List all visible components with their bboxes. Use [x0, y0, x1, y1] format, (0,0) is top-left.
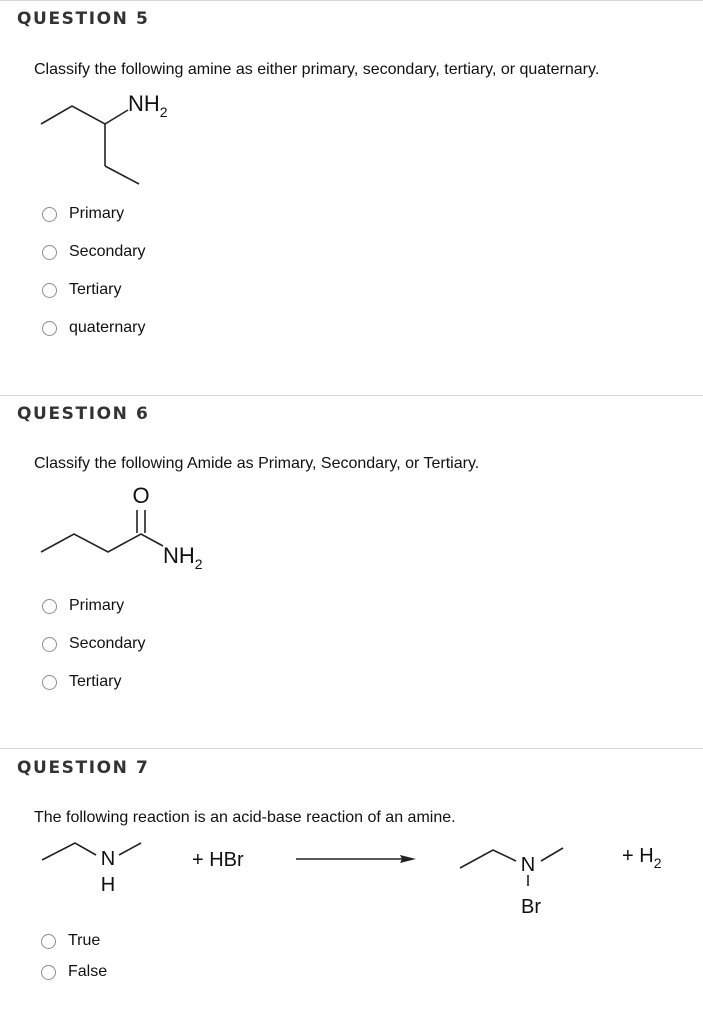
reactant-nitrogen-label: N [100, 848, 116, 870]
amine-group-label: $NH_2$ [128, 91, 168, 120]
product-nitrogen-label: N [520, 854, 536, 876]
carbon-bond [105, 166, 139, 184]
oxygen-label: O [132, 483, 150, 508]
reaction-arrow-head [400, 855, 416, 863]
question-5-molecule [30, 84, 200, 194]
question-6-molecule [30, 478, 230, 578]
q5-option-primary[interactable] [42, 203, 124, 225]
byproduct-label: + $H_2$ [622, 845, 662, 871]
q5-option-secondary[interactable] [42, 241, 146, 263]
radio-button[interactable] [41, 965, 56, 980]
radio-button[interactable] [41, 934, 56, 949]
question-7-reaction [0, 830, 703, 925]
radio-button[interactable] [42, 207, 57, 222]
question-6-prompt: Classify the following Amide as Primary, Secondary, or Tertiary. [34, 455, 480, 472]
option-label: Tertiary [69, 281, 122, 298]
reactant-hydrogen-label: H [100, 874, 116, 896]
reagent-label: + HBr [192, 849, 244, 871]
radio-button[interactable] [42, 637, 57, 652]
option-label: False [68, 963, 108, 980]
reactant-chain-right [119, 843, 141, 855]
product-bromine-label: Br [521, 896, 541, 918]
question-7-prompt: The following reaction is an acid-base reaction of an amine. [34, 809, 456, 826]
radio-button[interactable] [42, 321, 57, 336]
option-label: Primary [69, 205, 125, 222]
option-label: Secondary [69, 243, 146, 260]
option-label: Primary [69, 597, 125, 614]
option-label: quaternary [69, 319, 146, 336]
radio-button[interactable] [42, 599, 57, 614]
question-6-title: QUESTION 6 [17, 404, 150, 424]
radio-button[interactable] [42, 283, 57, 298]
radio-button[interactable] [42, 675, 57, 690]
q6-option-secondary[interactable] [42, 633, 146, 655]
carbon-chain [41, 534, 163, 552]
q6-option-primary[interactable] [42, 595, 124, 617]
product-chain-left [460, 850, 516, 868]
radio-button[interactable] [42, 245, 57, 260]
option-label: True [68, 932, 101, 949]
q7-option-false[interactable] [41, 961, 107, 983]
question-7-title: QUESTION 7 [17, 758, 150, 778]
option-label: Secondary [69, 635, 146, 652]
question-5-title: QUESTION 5 [17, 9, 150, 29]
q6-option-tertiary[interactable] [42, 671, 121, 693]
q5-option-quaternary[interactable] [42, 317, 146, 339]
product-chain-right [541, 848, 563, 861]
carbon-chain [41, 106, 128, 124]
amide-group-label: $NH_2$ [163, 543, 203, 572]
reactant-chain-left [42, 843, 96, 860]
section-divider [0, 395, 703, 396]
section-divider [0, 748, 703, 749]
q5-option-tertiary[interactable] [42, 279, 121, 301]
q7-option-true[interactable] [41, 930, 100, 952]
question-5-prompt: Classify the following amine as either primary, secondary, tertiary, or quaternary. [34, 61, 600, 78]
section-divider [0, 0, 703, 1]
option-label: Tertiary [69, 673, 122, 690]
